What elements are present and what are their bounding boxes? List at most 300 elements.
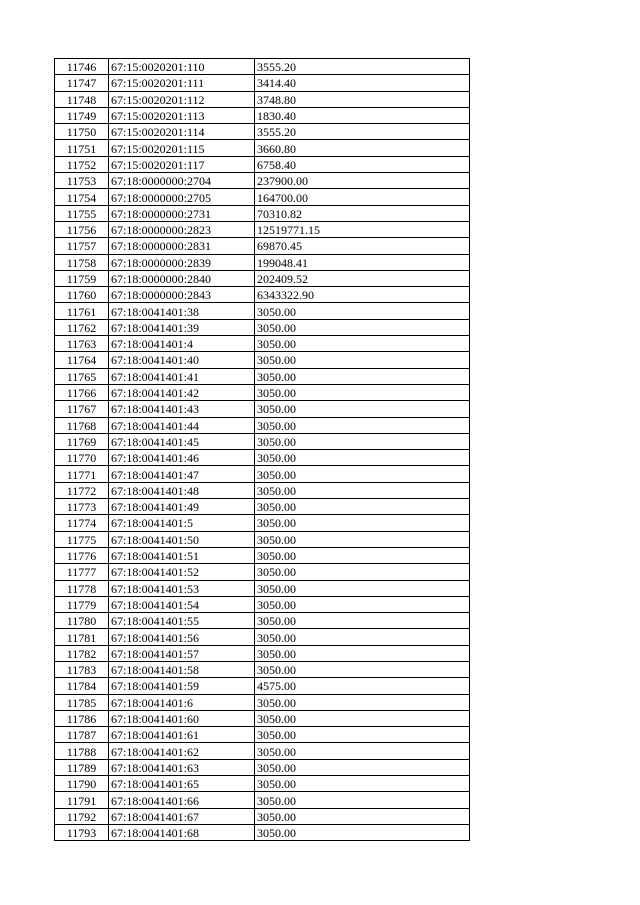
- cadastral-number-cell: [109, 482, 255, 498]
- row-number-cell: [55, 287, 109, 303]
- cadastral-number-cell-text: 67:18:0041401:43: [111, 402, 200, 417]
- row-number-cell-text: 11791: [66, 793, 97, 808]
- table-row: [55, 173, 470, 189]
- cadastral-number-cell-text: 67:18:0041401:48: [111, 483, 200, 498]
- cadastral-number-cell: [109, 727, 255, 743]
- cadastral-number-cell: [109, 287, 255, 303]
- row-number-cell: [55, 824, 109, 840]
- row-number-cell: [55, 580, 109, 596]
- row-number-cell: [55, 156, 109, 172]
- value-cell: [255, 221, 470, 237]
- row-number-cell: [55, 401, 109, 417]
- row-number-cell: [55, 482, 109, 498]
- value-cell: [255, 124, 470, 140]
- cadastral-number-cell: [109, 336, 255, 352]
- cadastral-number-cell: [109, 564, 255, 580]
- value-cell: [255, 710, 470, 726]
- value-cell-text: 12519771.15: [257, 223, 320, 238]
- table-row: [55, 466, 470, 482]
- value-cell: [255, 661, 470, 677]
- value-cell: [255, 319, 470, 335]
- row-number-cell: [55, 140, 109, 156]
- row-number-cell-text: 11771: [66, 467, 97, 482]
- cadastral-number-cell-text: 67:18:0041401:41: [111, 369, 200, 384]
- row-number-cell: [55, 205, 109, 221]
- row-number-cell: [55, 727, 109, 743]
- value-cell: [255, 564, 470, 580]
- value-cell-text: 3050.00: [257, 434, 296, 449]
- row-number-cell-text: 11784: [66, 679, 97, 694]
- row-number-cell-text: 11774: [66, 516, 97, 531]
- value-cell: [255, 401, 470, 417]
- row-number-cell: [55, 254, 109, 270]
- row-number-cell: [55, 124, 109, 140]
- value-cell: [255, 140, 470, 156]
- value-cell-text: 3050.00: [257, 337, 296, 352]
- row-number-cell-text: 11754: [66, 190, 97, 205]
- table-row: [55, 303, 470, 319]
- cadastral-number-cell: [109, 124, 255, 140]
- value-cell-text: 6343322.90: [257, 288, 314, 303]
- cadastral-number-cell: [109, 91, 255, 107]
- cadastral-number-cell: [109, 466, 255, 482]
- cadastral-number-cell: [109, 759, 255, 775]
- cadastral-number-cell: [109, 824, 255, 840]
- row-number-cell-text: 11748: [66, 92, 97, 107]
- value-cell: [255, 499, 470, 515]
- value-cell-text: 3414.40: [257, 76, 296, 91]
- cadastral-number-cell-text: 67:18:0041401:60: [111, 712, 200, 727]
- value-cell-text: 3050.00: [257, 614, 296, 629]
- cadastral-number-cell-text: 67:18:0041401:57: [111, 646, 200, 661]
- row-number-cell-text: 11777: [66, 565, 97, 580]
- value-cell-text: 4575.00: [257, 679, 296, 694]
- cadastral-number-cell-text: 67:18:0000000:2831: [111, 239, 212, 254]
- value-cell: [255, 808, 470, 824]
- value-cell: [255, 91, 470, 107]
- table-row: [55, 205, 470, 221]
- table-row: [55, 499, 470, 515]
- row-number-cell-text: 11755: [66, 206, 97, 221]
- table-row: [55, 319, 470, 335]
- row-number-cell-text: 11789: [66, 760, 97, 775]
- value-cell: [255, 515, 470, 531]
- table-row: [55, 629, 470, 645]
- table-row: [55, 580, 470, 596]
- row-number-cell: [55, 91, 109, 107]
- value-cell: [255, 727, 470, 743]
- cadastral-number-cell: [109, 743, 255, 759]
- cadastral-number-cell: [109, 580, 255, 596]
- table-row: [55, 287, 470, 303]
- cadastral-number-cell: [109, 515, 255, 531]
- cadastral-number-cell: [109, 59, 255, 75]
- cadastral-number-cell: [109, 678, 255, 694]
- cadastral-number-cell: [109, 303, 255, 319]
- value-cell-text: 3050.00: [257, 402, 296, 417]
- value-cell-text: 3050.00: [257, 712, 296, 727]
- cadastral-number-cell: [109, 270, 255, 286]
- table-row: [55, 417, 470, 433]
- table-row: [55, 710, 470, 726]
- row-number-cell-text: 11763: [66, 337, 97, 352]
- row-number-cell-text: 11773: [66, 500, 97, 515]
- value-cell-text: 3050.00: [257, 565, 296, 580]
- value-cell: [255, 417, 470, 433]
- row-number-cell-text: 11750: [66, 125, 97, 140]
- value-cell-text: 3050.00: [257, 793, 296, 808]
- cadastral-number-cell-text: 67:15:0020201:110: [111, 60, 205, 75]
- row-number-cell-text: 11749: [66, 109, 97, 124]
- value-cell: [255, 596, 470, 612]
- row-number-cell-text: 11787: [66, 728, 97, 743]
- cadastral-number-cell-text: 67:18:0041401:62: [111, 744, 200, 759]
- row-number-cell: [55, 75, 109, 91]
- cadastral-number-cell-text: 67:18:0041401:44: [111, 418, 200, 433]
- table-row: [55, 808, 470, 824]
- row-number-cell: [55, 596, 109, 612]
- value-cell: [255, 694, 470, 710]
- row-number-cell: [55, 238, 109, 254]
- cadastral-number-cell: [109, 352, 255, 368]
- value-cell-text: 3050.00: [257, 369, 296, 384]
- cadastral-number-cell-text: 67:18:0041401:42: [111, 386, 200, 401]
- table-row: [55, 776, 470, 792]
- value-cell-text: 3555.20: [257, 125, 296, 140]
- cadastral-number-cell-text: 67:18:0000000:2705: [111, 190, 212, 205]
- cadastral-number-cell-text: 67:18:0000000:2839: [111, 255, 212, 270]
- table-row: [55, 792, 470, 808]
- value-cell-text: 3050.00: [257, 386, 296, 401]
- cadastral-number-cell-text: 67:18:0041401:66: [111, 793, 200, 808]
- cadastral-number-cell: [109, 189, 255, 205]
- table-row: [55, 91, 470, 107]
- table-row: [55, 547, 470, 563]
- table-row: [55, 450, 470, 466]
- cadastral-value-table: [54, 58, 470, 841]
- cadastral-number-cell-text: 67:18:0041401:45: [111, 434, 200, 449]
- row-number-cell: [55, 221, 109, 237]
- value-cell-text: 3050.00: [257, 500, 296, 515]
- table-row: [55, 107, 470, 123]
- table-row: [55, 596, 470, 612]
- row-number-cell: [55, 499, 109, 515]
- row-number-cell: [55, 743, 109, 759]
- cadastral-number-cell-text: 67:18:0041401:50: [111, 532, 200, 547]
- value-cell: [255, 759, 470, 775]
- row-number-cell: [55, 450, 109, 466]
- table-row: [55, 384, 470, 400]
- table-row: [55, 433, 470, 449]
- value-cell-text: 3050.00: [257, 483, 296, 498]
- row-number-cell-text: 11770: [66, 451, 97, 466]
- cadastral-number-cell: [109, 173, 255, 189]
- cadastral-number-cell: [109, 156, 255, 172]
- row-number-cell-text: 11780: [66, 614, 97, 629]
- row-number-cell-text: 11758: [66, 255, 97, 270]
- cadastral-number-cell-text: 67:15:0020201:117: [111, 157, 205, 172]
- row-number-cell-text: 11792: [66, 809, 97, 824]
- row-number-cell-text: 11772: [66, 483, 97, 498]
- row-number-cell-text: 11788: [66, 744, 97, 759]
- row-number-cell: [55, 629, 109, 645]
- row-number-cell: [55, 759, 109, 775]
- cadastral-number-cell: [109, 319, 255, 335]
- cadastral-number-cell: [109, 254, 255, 270]
- value-cell: [255, 59, 470, 75]
- value-cell: [255, 352, 470, 368]
- row-number-cell-text: 11762: [66, 320, 97, 335]
- row-number-cell: [55, 417, 109, 433]
- value-cell-text: 3050.00: [257, 467, 296, 482]
- cadastral-number-cell: [109, 433, 255, 449]
- table-row: [55, 661, 470, 677]
- cadastral-number-cell: [109, 596, 255, 612]
- table-row: [55, 482, 470, 498]
- row-number-cell: [55, 661, 109, 677]
- row-number-cell-text: 11767: [66, 402, 97, 417]
- row-number-cell-text: 11752: [66, 157, 97, 172]
- row-number-cell-text: 11786: [66, 712, 97, 727]
- table-row: [55, 401, 470, 417]
- cadastral-number-cell-text: 67:18:0041401:63: [111, 760, 200, 775]
- row-number-cell-text: 11781: [66, 630, 97, 645]
- row-number-cell-text: 11747: [66, 76, 97, 91]
- row-number-cell-text: 11766: [66, 386, 97, 401]
- value-cell: [255, 433, 470, 449]
- value-cell-text: 3050.00: [257, 630, 296, 645]
- value-cell-text: 3050.00: [257, 320, 296, 335]
- cadastral-number-cell-text: 67:15:0020201:114: [111, 125, 205, 140]
- value-cell: [255, 303, 470, 319]
- value-cell: [255, 547, 470, 563]
- value-cell-text: 3050.00: [257, 728, 296, 743]
- row-number-cell: [55, 710, 109, 726]
- cadastral-number-cell-text: 67:18:0041401:51: [111, 549, 200, 564]
- cadastral-number-cell: [109, 694, 255, 710]
- table-row: [55, 156, 470, 172]
- row-number-cell-text: 11779: [66, 597, 97, 612]
- cadastral-number-cell-text: 67:18:0041401:61: [111, 728, 200, 743]
- table-row: [55, 352, 470, 368]
- cadastral-number-cell-text: 67:18:0041401:59: [111, 679, 200, 694]
- cadastral-number-cell-text: 67:18:0041401:67: [111, 809, 200, 824]
- cadastral-number-cell: [109, 613, 255, 629]
- value-cell-text: 3050.00: [257, 581, 296, 596]
- cadastral-number-cell-text: 67:18:0041401:54: [111, 597, 200, 612]
- row-number-cell-text: 11775: [66, 532, 97, 547]
- cadastral-number-cell: [109, 499, 255, 515]
- value-cell: [255, 189, 470, 205]
- row-number-cell-text: 11759: [66, 272, 97, 286]
- table-row: [55, 368, 470, 384]
- cadastral-number-cell: [109, 238, 255, 254]
- row-number-cell: [55, 303, 109, 319]
- row-number-cell: [55, 173, 109, 189]
- value-cell-text: 3050.00: [257, 418, 296, 433]
- value-cell-text: 3050.00: [257, 304, 296, 319]
- value-cell: [255, 173, 470, 189]
- row-number-cell-text: 11782: [66, 646, 97, 661]
- table-row: [55, 270, 470, 286]
- row-number-cell-text: 11768: [66, 418, 97, 433]
- row-number-cell: [55, 368, 109, 384]
- table-row: [55, 238, 470, 254]
- cadastral-number-cell: [109, 710, 255, 726]
- value-cell-text: 3050.00: [257, 826, 296, 841]
- value-cell: [255, 238, 470, 254]
- value-cell-text: 3050.00: [257, 646, 296, 661]
- cadastral-number-cell-text: 67:18:0000000:2840: [111, 272, 212, 286]
- value-cell: [255, 580, 470, 596]
- row-number-cell-text: 11776: [66, 549, 97, 564]
- cadastral-number-cell-text: 67:18:0041401:55: [111, 614, 200, 629]
- row-number-cell: [55, 189, 109, 205]
- table-row: [55, 645, 470, 661]
- cadastral-number-cell-text: 67:18:0041401:40: [111, 353, 200, 368]
- table-row: [55, 824, 470, 840]
- cadastral-number-cell-text: 67:18:0041401:65: [111, 777, 200, 792]
- row-number-cell-text: 11764: [66, 353, 97, 368]
- table-row: [55, 564, 470, 580]
- value-cell: [255, 531, 470, 547]
- cadastral-number-cell: [109, 401, 255, 417]
- table-row: [55, 254, 470, 270]
- cadastral-number-cell-text: 67:18:0041401:6: [111, 695, 194, 710]
- row-number-cell: [55, 515, 109, 531]
- cadastral-number-cell: [109, 645, 255, 661]
- value-cell-text: 3050.00: [257, 809, 296, 824]
- cadastral-number-cell: [109, 75, 255, 91]
- row-number-cell: [55, 270, 109, 286]
- row-number-cell-text: 11760: [66, 288, 97, 303]
- value-cell-text: 69870.45: [257, 239, 302, 254]
- cadastral-number-cell: [109, 776, 255, 792]
- table-row: [55, 189, 470, 205]
- table-row: [55, 515, 470, 531]
- cadastral-number-cell-text: 67:18:0041401:58: [111, 663, 200, 678]
- value-cell: [255, 270, 470, 286]
- cadastral-number-cell: [109, 547, 255, 563]
- row-number-cell: [55, 433, 109, 449]
- value-cell-text: 3050.00: [257, 353, 296, 368]
- value-cell: [255, 776, 470, 792]
- value-cell: [255, 629, 470, 645]
- cadastral-number-cell: [109, 629, 255, 645]
- row-number-cell: [55, 564, 109, 580]
- row-number-cell-text: 11765: [66, 369, 97, 384]
- value-cell-text: 3050.00: [257, 549, 296, 564]
- cadastral-number-cell-text: 67:15:0020201:113: [111, 109, 205, 124]
- value-cell: [255, 287, 470, 303]
- value-cell: [255, 645, 470, 661]
- cadastral-number-cell: [109, 450, 255, 466]
- cadastral-number-cell: [109, 792, 255, 808]
- cadastral-number-cell-text: 67:18:0041401:39: [111, 320, 200, 335]
- row-number-cell: [55, 319, 109, 335]
- table-row: [55, 336, 470, 352]
- cadastral-number-cell: [109, 140, 255, 156]
- table-row: [55, 759, 470, 775]
- row-number-cell-text: 11753: [66, 174, 97, 189]
- value-cell-text: 164700.00: [257, 190, 308, 205]
- value-cell-text: 3050.00: [257, 663, 296, 678]
- cadastral-number-cell: [109, 531, 255, 547]
- value-cell: [255, 678, 470, 694]
- table-row: [55, 678, 470, 694]
- cadastral-number-cell-text: 67:18:0041401:5: [111, 516, 194, 531]
- table-row: [55, 221, 470, 237]
- row-number-cell-text: 11756: [66, 223, 97, 238]
- row-number-cell: [55, 531, 109, 547]
- row-number-cell: [55, 678, 109, 694]
- cadastral-number-cell-text: 67:18:0041401:53: [111, 581, 200, 596]
- value-cell-text: 3748.80: [257, 92, 296, 107]
- value-cell: [255, 482, 470, 498]
- row-number-cell-text: 11746: [66, 60, 97, 75]
- cadastral-number-cell-text: 67:18:0041401:47: [111, 467, 200, 482]
- value-cell-text: 3050.00: [257, 760, 296, 775]
- cadastral-number-cell-text: 67:18:0041401:38: [111, 304, 200, 319]
- value-cell: [255, 466, 470, 482]
- value-cell: [255, 107, 470, 123]
- value-cell-text: 3555.20: [257, 60, 296, 75]
- cadastral-number-cell-text: 67:15:0020201:111: [111, 76, 205, 91]
- table-row: [55, 613, 470, 629]
- cadastral-number-cell: [109, 107, 255, 123]
- row-number-cell: [55, 776, 109, 792]
- value-cell-text: 3660.80: [257, 141, 296, 156]
- value-cell-text: 3050.00: [257, 451, 296, 466]
- value-cell-text: 3050.00: [257, 516, 296, 531]
- value-cell-text: 199048.41: [257, 255, 308, 270]
- cadastral-number-cell-text: 67:18:0000000:2704: [111, 174, 212, 189]
- row-number-cell: [55, 466, 109, 482]
- table-row: [55, 75, 470, 91]
- cadastral-number-cell-text: 67:18:0041401:4: [111, 337, 194, 352]
- cadastral-number-cell-text: 67:15:0020201:115: [111, 141, 205, 156]
- table-row: [55, 694, 470, 710]
- value-cell-text: 3050.00: [257, 777, 296, 792]
- row-number-cell: [55, 792, 109, 808]
- value-cell: [255, 743, 470, 759]
- cadastral-number-cell: [109, 808, 255, 824]
- value-cell: [255, 336, 470, 352]
- row-number-cell: [55, 352, 109, 368]
- cadastral-number-cell-text: 67:18:0000000:2731: [111, 206, 212, 221]
- cadastral-number-cell-text: 67:18:0041401:49: [111, 500, 200, 515]
- value-cell: [255, 205, 470, 221]
- table-body: [55, 59, 470, 841]
- value-cell-text: 3050.00: [257, 695, 296, 710]
- value-cell-text: 70310.82: [257, 206, 302, 221]
- cadastral-number-cell: [109, 384, 255, 400]
- row-number-cell-text: 11790: [66, 777, 97, 792]
- row-number-cell: [55, 547, 109, 563]
- row-number-cell: [55, 613, 109, 629]
- row-number-cell-text: 11757: [66, 239, 97, 254]
- row-number-cell: [55, 336, 109, 352]
- row-number-cell: [55, 694, 109, 710]
- table-row: [55, 743, 470, 759]
- value-cell-text: 3050.00: [257, 744, 296, 759]
- row-number-cell-text: 11793: [66, 826, 97, 841]
- row-number-cell: [55, 645, 109, 661]
- cadastral-number-cell-text: 67:15:0020201:112: [111, 92, 205, 107]
- value-cell-text: 6758.40: [257, 157, 296, 172]
- cadastral-number-cell-text: 67:18:0000000:2823: [111, 223, 212, 238]
- value-cell-text: 3050.00: [257, 532, 296, 547]
